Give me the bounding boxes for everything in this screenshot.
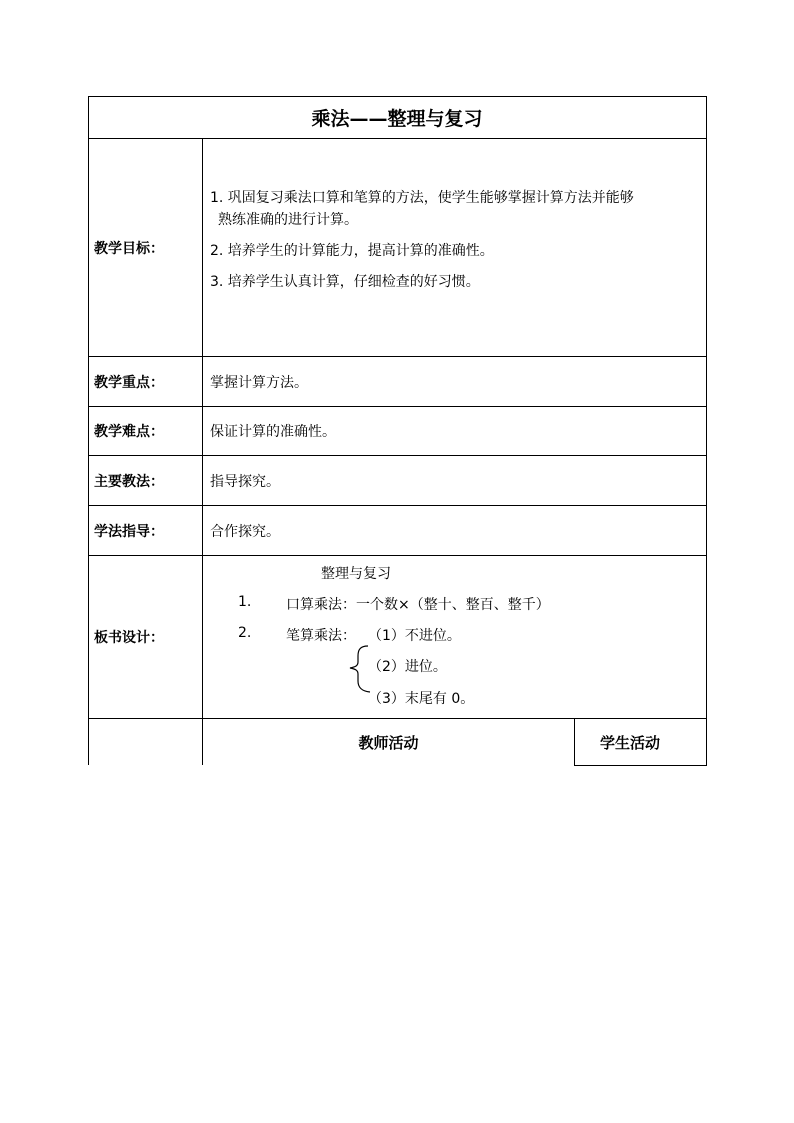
difficulty-value: 保证计算的准确性。 <box>210 424 336 440</box>
board-sub-3: （3）末尾有 0。 <box>368 691 475 707</box>
board-sub-2: （2）进位。 <box>368 659 447 675</box>
board-label: 板书设计： <box>94 630 164 646</box>
goals-label: 教学目标： <box>94 240 164 257</box>
method-value: 指导探究。 <box>210 473 280 490</box>
board-item1-text: 口算乘法：一个数×（整十、整百、整千） <box>286 597 550 613</box>
goal-item-2: 2. 培养学生的计算能力，提高计算的准确性。 <box>210 243 494 259</box>
teacher-activity-header: 教师活动 <box>358 733 419 752</box>
method-label: 主要教法： <box>94 473 164 490</box>
board-item2-num: 2. <box>238 625 252 641</box>
board-item1-num: 1. <box>238 594 252 610</box>
student-activity-header: 学生活动 <box>599 733 660 752</box>
study-label: 学法指导： <box>94 523 164 540</box>
goal-item-3: 3. 培养学生认真计算，仔细检查的好习惯。 <box>210 274 480 290</box>
difficulty-label: 教学难点： <box>94 424 164 440</box>
board-item2-text: 笔算乘法： <box>286 628 356 644</box>
key-value: 掌握计算方法。 <box>210 374 308 391</box>
document-title: 乘法——整理与复习 <box>311 107 483 130</box>
study-value: 合作探究。 <box>210 523 280 540</box>
board-heading: 整理与复习 <box>321 566 391 582</box>
goal-item-1-cont: 熟练准确的进行计算。 <box>218 212 358 228</box>
goals-list <box>210 190 704 305</box>
board-sub-1: （1）不进位。 <box>368 628 461 644</box>
key-label: 教学重点： <box>94 374 164 391</box>
goal-item-1: 1. 巩固复习乘法口算和笔算的方法，使学生能够掌握计算方法并能够 <box>210 190 634 206</box>
